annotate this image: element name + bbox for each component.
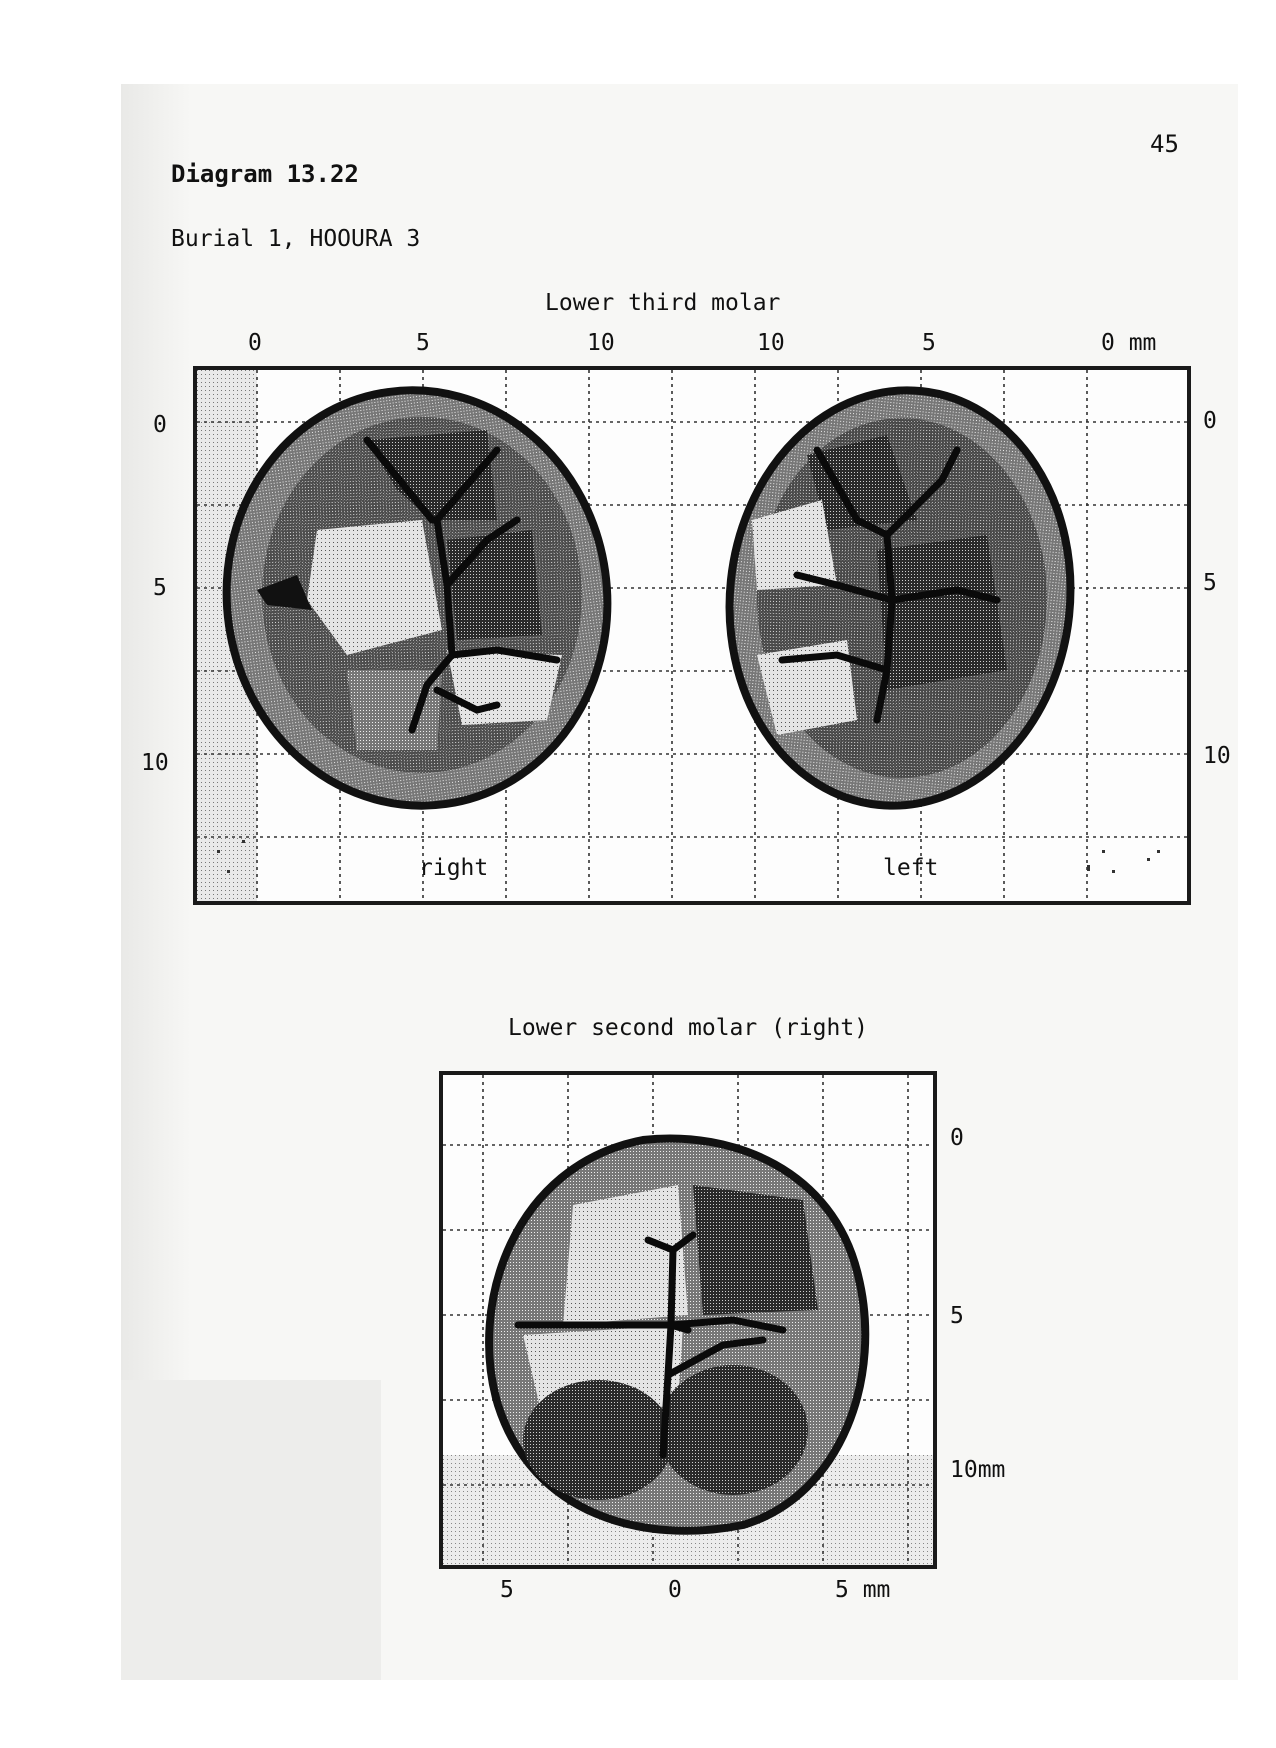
diagram-subtitle: Burial 1, HOOURA 3	[171, 226, 421, 252]
second-right-tick: 10mm	[950, 1457, 1006, 1483]
top-tick: 0 mm	[1101, 330, 1157, 356]
second-bottom-tick: 5	[500, 1577, 514, 1603]
second-molar-figure	[439, 1071, 937, 1569]
left-third-molar-drawing	[709, 373, 1091, 822]
second-molar-grid	[443, 1075, 933, 1565]
right-third-molar-drawing	[200, 370, 634, 830]
third-molar-title: Lower third molar	[545, 290, 781, 316]
scan-noise	[217, 840, 1160, 873]
left-tick: 0	[153, 412, 167, 438]
page-number: 45	[1150, 130, 1179, 158]
top-tick: 10	[757, 330, 785, 356]
right-tick: 5	[1203, 570, 1217, 596]
right-tick: 0	[1203, 408, 1217, 434]
right-tick: 10	[1203, 743, 1231, 769]
left-tick: 5	[153, 575, 167, 601]
top-tick: 10	[587, 330, 615, 356]
third-molar-grid	[197, 370, 1187, 901]
left-tick: 10	[141, 750, 169, 776]
top-tick: 5	[416, 330, 430, 356]
right-side-label: right	[419, 855, 489, 881]
diagram-title: Diagram 13.22	[171, 160, 359, 188]
scan-shadow	[121, 1380, 381, 1680]
third-molar-figure	[193, 366, 1191, 905]
left-side-label: left	[883, 855, 939, 881]
top-tick: 0	[248, 330, 262, 356]
second-right-tick: 5	[950, 1303, 964, 1329]
top-tick: 5	[922, 330, 936, 356]
second-bottom-tick: 0	[668, 1577, 682, 1603]
second-bottom-tick: 5 mm	[835, 1577, 891, 1603]
second-molar-title: Lower second molar (right)	[508, 1015, 869, 1041]
second-molar-drawing	[489, 1139, 865, 1531]
second-right-tick: 0	[950, 1125, 964, 1151]
